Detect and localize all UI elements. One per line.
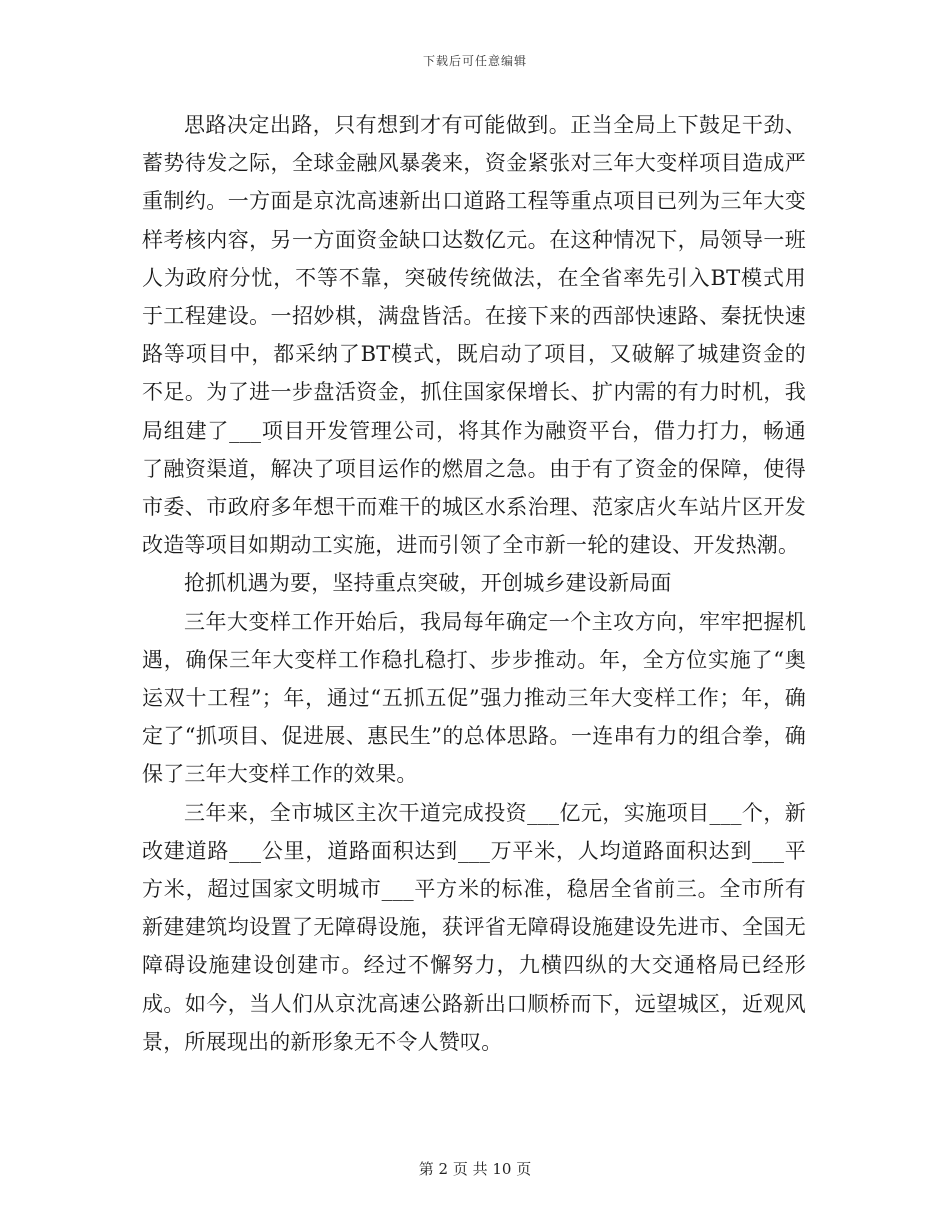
paragraph-achievements: 三年来，全市城区主次干道完成投资___亿元，实施项目___个，新改建道路___公里，道路面积达到___万平米，人均道路面积达到___平方米，超过国家文明城市___平方米的标准，稳居全省前三。全市所有新建建筑均设置了无障碍设施，获评省无障碍设施建设先进市、全国无障碍设施建设创建市。经过不懈努力，九横四纵的大交通格局已经形成。如今，当人们从京沈高速公路新出口顺桥而下，远望城区，近观风景，所展现出的新形象无不令人赞叹。 [142,800,806,1054]
paragraph-financing: 思路决定出路，只有想到才有可能做到。正当全局上下鼓足干劲、蓄势待发之际，全球金融风暴袭来，资金紧张对三年大变样项目造成严重制约。一方面是京沈高速新出口道路工程等重点项目已列为三年大变样考核内容，另一方面资金缺口达数亿元。在这种情况下，局领导一班人为政府分忧，不等不靠，突破传统做法，在全省率先引入BT模式用于工程建设。一招妙棋，满盘皆活。在接下来的西部快速路、秦抚快速路等项目中，都采纳了BT模式，既启动了项目，又破解了城建资金的不足。为了进一步盘活资金，抓住国家保增长、扩内需的有力时机，我局组建了___项目开发管理公司，将其作为融资平台，借力打力，畅通了融资渠道，解决了项目运作的燃眉之急。由于有了资金的保障，使得市委、市政府多年想干而难干的城区水系治理、范家店火车站片区开发改造等项目如期动工实施，进而引领了全市新一轮的建设、开发热潮。 [142,113,806,558]
paragraph-opportunity: 三年大变样工作开始后，我局每年确定一个主攻方向，牢牢把握机遇，确保三年大变样工作稳扎稳打、步步推动。年，全方位实施了“奥运双十工程”；年，通过“五抓五促”强力推动三年大变样工作；年，确定了“抓项目、促进展、惠民生”的总体思路。一连串有力的组合拳，确保了三年大变样工作的效果。 [142,609,806,787]
page-header-note: 下载后可任意编辑 [422,54,527,68]
document-body [142,106,806,1061]
page-number: 第 2 页 共 10 页 [418,1160,532,1178]
section-heading: 抢抓机遇为要，坚持重点突破，开创城乡建设新局面 [184,571,672,596]
